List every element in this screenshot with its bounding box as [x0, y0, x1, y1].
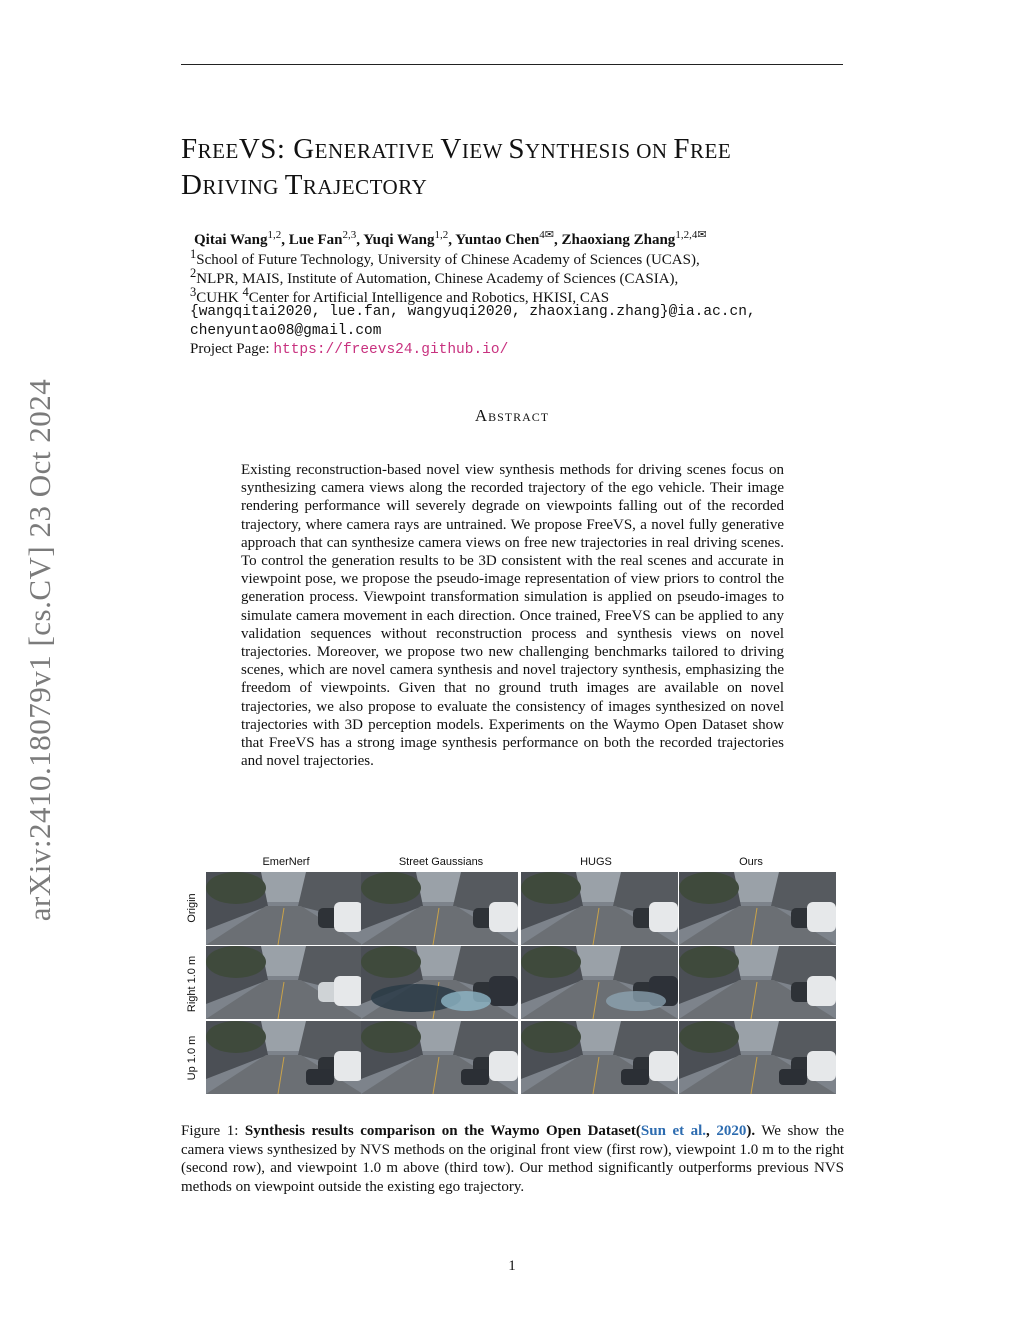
- author-affiliation-marker: 4✉: [539, 229, 555, 241]
- citation-author-link[interactable]: Sun et al.: [640, 1123, 707, 1139]
- title-small-caps: REE: [689, 139, 732, 163]
- affiliation-1-marker: 1: [190, 247, 197, 261]
- figure-thumbnail: [521, 946, 678, 1019]
- title-initial: F: [673, 133, 690, 165]
- title-line-1: [181, 132, 845, 168]
- street-scene-image: [521, 1021, 678, 1094]
- author-name: Zhaoxiang Zhang: [561, 232, 676, 248]
- figure-thumbnail: [679, 872, 836, 945]
- author-affiliation-marker: 1,2: [434, 229, 449, 241]
- affiliation-3-text: CUHK: [196, 290, 243, 306]
- affiliation-2-marker: 2: [190, 266, 197, 280]
- row-label-origin: Origin: [186, 893, 198, 923]
- arxiv-identifier-stamp[interactable]: arXiv:2410.18079v1 [cs.CV] 23 Oct 2024: [22, 378, 57, 922]
- title-small-caps: RIVING: [202, 175, 285, 199]
- row-label-right: Right 1.0 m: [186, 955, 198, 1013]
- author-affiliation-marker: 1,2: [267, 229, 282, 241]
- street-scene-image: [521, 872, 678, 945]
- title-small-caps: IEW: [461, 139, 509, 163]
- caption-bold-title: Synthesis results comparison on the Waymo Open Dataset(: [244, 1123, 641, 1139]
- abstract-body: Existing reconstruction-based novel view synthesis methods for driving scenes focus on synthesizing camera views along the recorded trajectory of the ego vehicle. Their image rendering performance will severely degrade on viewpoints falling out of the recorded trajectory, where camera rays are untrained. We propose FreeVS, a novel fully generative approach that can synthesize camera views on free new trajectories in real driving scenes. To control the generation results to be 3D consistent with the real scenes and accurate in viewpoint pose, we propose the pseudo-image representation of view priors to control the generation process. Viewpoint transformation simulation is applied on pseudo-images to simulate camera movement in each direction. Once trained, FreeVS can be applied to any validation sequences without reconstruction process and synthesis views on novel trajectories. Moreover, we propose two new challenging benchmarks tailored to driving scenes, which are novel camera synthesis and novel trajectory synthesis, emphasizing the freedom of viewpoints. Given that no ground truth images are available on novel trajectories, we also propose to evaluate the consistency of images synthesized on novel trajectories with 3D perception models. Experiments on the Waymo Open Dataset show that FreeVS has a strong image synthesis performance on both the recorded trajectories and novel trajectories.: [241, 462, 784, 770]
- street-scene-image: [206, 946, 363, 1019]
- street-scene-image: [679, 1021, 836, 1094]
- title-small-caps: REE: [197, 139, 239, 163]
- author-affiliation-marker: 2,3: [342, 229, 357, 241]
- email-line-1[interactable]: {wangqitai2020, lue.fan, wangyuqi2020, zhaoxiang.zhang}@ia.ac.cn,: [190, 304, 756, 320]
- project-page-label: Project Page:: [190, 341, 274, 357]
- top-rule: [181, 64, 843, 65]
- project-page-link[interactable]: https://freevs24.github.io/: [273, 342, 509, 358]
- abstract-heading: Abstract: [474, 406, 550, 425]
- figure-thumbnail: [361, 872, 518, 945]
- title-line-2: [181, 168, 845, 204]
- column-label-street-gaussians: Street Gaussians: [398, 856, 484, 868]
- affiliation-4-marker: 4: [242, 285, 249, 299]
- title-initial: D: [181, 169, 203, 201]
- figure-1: [180, 852, 844, 1102]
- street-scene-image: [361, 872, 518, 945]
- caption-text: We show the camera views synthesized by NVS methods on the original front view (first row), viewpoint 1.0 m to the right (second row), and viewpoint 1.0 m above (third tow). Our method significantly outperforms previous NVS methods on viewpoint outside the existing ego trajectory.: [181, 1123, 844, 1195]
- title-small-caps: ENERATIVE: [314, 139, 441, 163]
- title-initial: T: [284, 169, 303, 201]
- figure-thumbnail: [206, 872, 363, 945]
- column-label-hugs: HUGS: [580, 856, 612, 868]
- affiliation-4-text: Center for Artificial Intelligence and Robotics, HKISI, CAS: [248, 290, 610, 306]
- affiliation-2-text: NLPR, MAIS, Institute of Automation, Chinese Academy of Sciences (CASIA),: [196, 271, 679, 287]
- title-word-part: VS:: [238, 133, 294, 165]
- figure-caption: [181, 1122, 844, 1196]
- figure-thumbnail: [361, 1021, 518, 1094]
- paper-title: [181, 132, 845, 204]
- title-small-caps: RAJECTORY: [302, 175, 428, 199]
- figure-thumbnail: [206, 1021, 363, 1094]
- title-initial: V: [440, 133, 462, 165]
- caption-label: Figure 1:: [181, 1123, 245, 1139]
- author-affiliation-marker: 1,2,4✉: [675, 229, 707, 241]
- citation-sep: ,: [706, 1123, 717, 1139]
- figure-thumbnail: [206, 946, 363, 1019]
- project-page: [190, 340, 508, 360]
- author-list: Qitai Wang$^{1,2}$, Lue Fan$^{2,3}$, Yuqi Wang$^{1,2}$, Yuntao Chen$^{4✉}$, Zhaoxiang Zhang$^{1,2,4✉}$: [194, 229, 707, 248]
- column-label-ours: Ours: [739, 856, 763, 868]
- row-label-up: Up 1.0 m: [186, 1035, 198, 1081]
- figure-thumbnail: [679, 1021, 836, 1094]
- street-scene-image: [361, 1021, 518, 1094]
- title-initial: F: [181, 133, 198, 165]
- page-number: 1: [508, 1258, 516, 1274]
- affiliation-3-marker: 3: [190, 285, 197, 299]
- street-scene-image: [361, 946, 518, 1019]
- title-initial: G: [293, 133, 315, 165]
- title-small-caps: YNTHESIS ON: [525, 139, 674, 163]
- column-label-emernerf: EmerNerf: [262, 856, 310, 868]
- author-name: Lue Fan: [288, 232, 343, 248]
- figure-thumbnail: [679, 946, 836, 1019]
- street-scene-image: [679, 946, 836, 1019]
- figure-thumbnail: [361, 946, 518, 1019]
- citation-year-link[interactable]: 2020: [716, 1123, 747, 1139]
- street-scene-image: [521, 946, 678, 1019]
- caption-bold-end: ).: [746, 1123, 756, 1139]
- email-line-2[interactable]: chenyuntao08@gmail.com: [190, 323, 382, 339]
- title-initial: S: [508, 133, 525, 165]
- author-name: Yuntao Chen: [455, 232, 540, 248]
- street-scene-image: [206, 872, 363, 945]
- street-scene-image: [679, 872, 836, 945]
- author-name: Qitai Wang: [194, 232, 268, 248]
- figure-thumbnail: [521, 1021, 678, 1094]
- affiliation-1-text: School of Future Technology, University of Chinese Academy of Sciences (UCAS),: [196, 252, 700, 268]
- author-name: Yuqi Wang: [363, 232, 435, 248]
- figure-thumbnail: [521, 872, 678, 945]
- street-scene-image: [206, 1021, 363, 1094]
